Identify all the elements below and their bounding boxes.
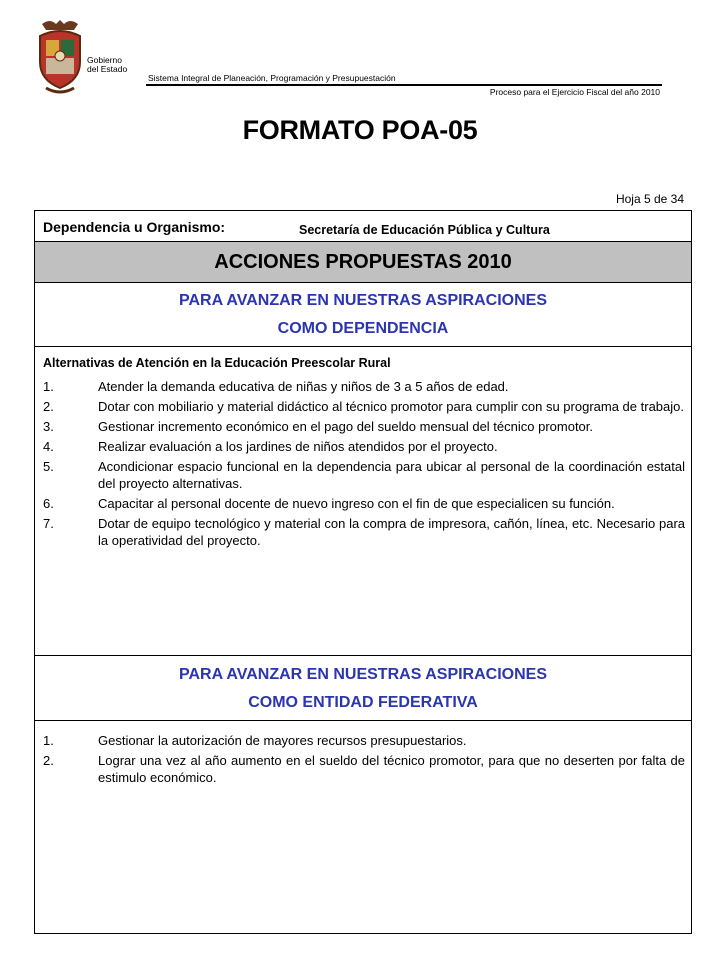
item-text: Realizar evaluación a los jardines de niños atendidos por el proyecto. bbox=[98, 439, 498, 454]
section1-list bbox=[43, 378, 685, 552]
item-number: 6. bbox=[43, 496, 54, 511]
list-item bbox=[43, 418, 685, 435]
section2-line1: PARA AVANZAR EN NUESTRAS ASPIRACIONES bbox=[178, 666, 548, 683]
item-text: Atender la demanda educativa de niñas y niños de 3 a 5 años de edad. bbox=[98, 379, 509, 394]
section-heading-entidad bbox=[35, 657, 691, 721]
item-text: Acondicionar espacio funcional en la dependencia para ubicar al personal de la coordinación estatal del proyecto alternativas. bbox=[98, 459, 685, 491]
page-title: FORMATO POA-05 bbox=[242, 115, 478, 145]
header-rule bbox=[146, 84, 662, 86]
section-heading-dependencia bbox=[35, 283, 691, 347]
sheet-number: Hoja 5 de 34 bbox=[615, 192, 684, 206]
section1-line1: PARA AVANZAR EN NUESTRAS ASPIRACIONES bbox=[178, 292, 548, 309]
gov-line-1: Gobierno bbox=[87, 55, 122, 65]
actions-title: ACCIONES PROPUESTAS 2010 bbox=[35, 242, 691, 283]
dependency-row bbox=[35, 211, 691, 242]
list-item bbox=[43, 398, 685, 415]
item-number: 1. bbox=[43, 379, 54, 394]
item-number: 7. bbox=[43, 516, 54, 531]
item-text: Dotar con mobiliario y material didáctico al técnico promotor para cumplir con su programa de trabajo. bbox=[98, 399, 684, 414]
state-coat-of-arms bbox=[36, 16, 84, 96]
list-item bbox=[43, 438, 685, 455]
dependency-label: Dependencia u Organismo: bbox=[43, 219, 226, 235]
system-name: Sistema Integral de Planeación, Programación y Presupuestación bbox=[148, 73, 396, 83]
list-item bbox=[43, 732, 685, 749]
item-number: 1. bbox=[43, 733, 54, 748]
list-item bbox=[43, 458, 685, 492]
dependency-value: Secretaría de Educación Pública y Cultura bbox=[299, 223, 550, 237]
item-number: 2. bbox=[43, 753, 54, 768]
item-number: 4. bbox=[43, 439, 54, 454]
gov-line-2: del Estado bbox=[87, 64, 128, 74]
section1-subtitle: Alternativas de Atención en la Educación Preescolar Rural bbox=[43, 356, 391, 370]
item-text: Gestionar la autorización de mayores recursos presupuestarios. bbox=[98, 733, 467, 748]
list-item bbox=[43, 495, 685, 512]
list-item bbox=[43, 515, 685, 549]
form-box bbox=[34, 210, 692, 934]
item-number: 5. bbox=[43, 459, 54, 474]
list-item bbox=[43, 752, 685, 786]
item-number: 3. bbox=[43, 419, 54, 434]
section2-content bbox=[35, 722, 691, 934]
process-label: Proceso para el Ejercicio Fiscal del año 2010 bbox=[489, 87, 660, 97]
item-text: Dotar de equipo tecnológico y material con la compra de impresora, cañón, línea, etc. Necesario para la operatividad del proyecto. bbox=[98, 516, 685, 548]
section1-content bbox=[35, 348, 691, 656]
section1-line2: COMO DEPENDENCIA bbox=[277, 320, 449, 337]
government-label bbox=[87, 56, 127, 74]
item-text: Gestionar incremento económico en el pago del sueldo mensual del técnico promotor. bbox=[98, 419, 594, 434]
item-text: Lograr una vez al año aumento en el sueldo del técnico promotor, para que no deserten por falta de estimulo económico. bbox=[98, 753, 685, 785]
section2-list bbox=[43, 732, 685, 789]
list-item bbox=[43, 378, 685, 395]
item-text: Capacitar al personal docente de nuevo ingreso con el fin de que especialicen su función. bbox=[98, 496, 615, 511]
section2-line2: COMO ENTIDAD FEDERATIVA bbox=[248, 694, 478, 711]
item-number: 2. bbox=[43, 399, 54, 414]
